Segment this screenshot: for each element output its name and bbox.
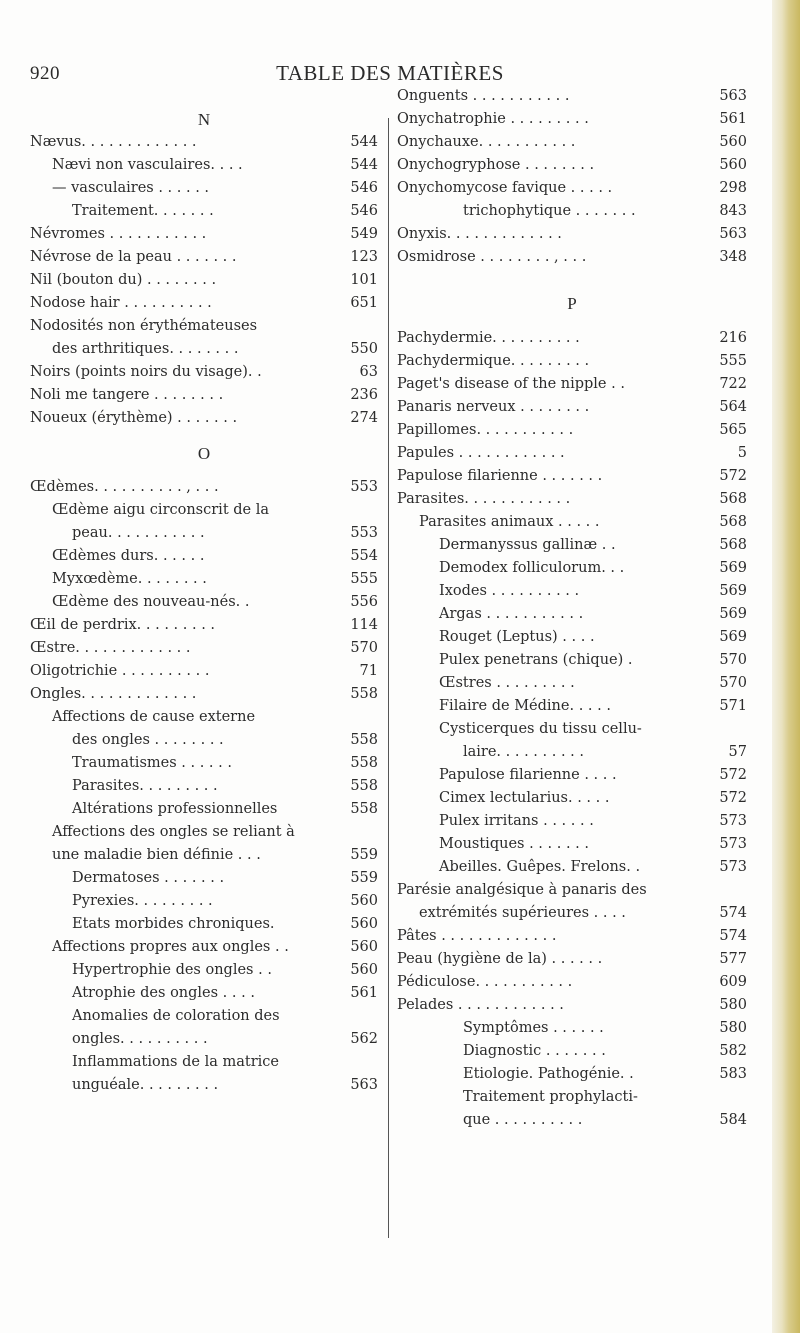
entry-label: Symptômes . . . . . . — [463, 1019, 604, 1036]
entry-label: extrémités supérieures . . . . — [419, 904, 626, 921]
entry-page-number: 563 — [350, 1077, 378, 1093]
entry-label: Œstre. . . . . . . . . . . . . — [30, 640, 191, 656]
entry-page-number: 570 — [719, 674, 747, 691]
entry-label: Affections propres aux ongles . . — [52, 939, 289, 955]
index-entry — [30, 223, 378, 246]
entry-page-number: 101 — [350, 272, 378, 288]
index-entry — [397, 557, 747, 580]
entry-page-number: 544 — [350, 157, 378, 173]
index-entry — [397, 327, 747, 350]
entry-label: Pédiculose. . . . . . . . . . . — [397, 973, 573, 990]
entry-page-number: 57 — [728, 743, 747, 760]
entry-page-number: 560 — [719, 134, 747, 150]
index-entry — [30, 499, 378, 522]
entry-page-number: 546 — [350, 203, 378, 219]
entry-page-number: 560 — [719, 157, 747, 173]
entry-label: Œdèmes durs. . . . . . — [52, 548, 205, 564]
entry-label: Œdème aigu circonscrit de la — [52, 502, 270, 518]
index-entry — [397, 925, 747, 948]
index-entry — [397, 810, 747, 833]
entry-page-number: 843 — [719, 203, 747, 219]
entry-page-number: 549 — [350, 226, 378, 242]
entry-label: Traitement prophylacti- — [463, 1088, 638, 1105]
index-entry — [397, 764, 747, 787]
entry-label: Myxœdème. . . . . . . . — [52, 571, 207, 587]
section-letter-heading: P — [567, 294, 577, 313]
index-entry — [30, 545, 378, 568]
entry-page-number: 236 — [350, 387, 378, 403]
entry-label: Nodosités non érythémateuses — [30, 318, 258, 334]
entry-page-number: 570 — [350, 640, 378, 656]
entry-label: Parasites animaux . . . . . — [419, 513, 600, 530]
entry-page-number: 556 — [350, 594, 378, 610]
entry-label: peau. . . . . . . . . . . — [72, 525, 205, 541]
entry-label: trichophytique . . . . . . . — [463, 203, 636, 219]
index-entry — [30, 131, 378, 154]
entry-page-number: 553 — [350, 525, 378, 541]
entry-label: Panaris nerveux . . . . . . . . — [397, 398, 590, 415]
entry-label: Altérations professionnelles — [72, 801, 278, 817]
index-entry — [397, 1017, 747, 1040]
entry-label: Onyxis. . . . . . . . . . . . . — [397, 226, 562, 242]
entry-page-number: 569 — [719, 559, 747, 576]
entry-page-number: 564 — [719, 398, 747, 415]
entry-label: Œstres . . . . . . . . . — [439, 674, 575, 691]
entry-label: Onychogryphose . . . . . . . . — [397, 157, 595, 173]
entry-label: Traumatismes . . . . . . — [72, 755, 232, 771]
entry-page-number: 555 — [719, 352, 747, 369]
index-entry — [30, 269, 378, 292]
index-entry — [397, 626, 747, 649]
index-entry — [30, 338, 378, 361]
entry-page-number: 114 — [350, 617, 378, 633]
index-entry — [397, 373, 747, 396]
entry-label: Abeilles. Guêpes. Frelons. . — [439, 858, 641, 875]
spacer — [397, 269, 747, 292]
index-entry — [397, 465, 747, 488]
entry-label: Onychomycose favique . . . . . — [397, 180, 613, 196]
index-entry — [397, 1040, 747, 1063]
entry-label: ongles. . . . . . . . . . — [72, 1031, 208, 1047]
index-entry — [397, 856, 747, 879]
entry-label: Dermanyssus gallinæ . . — [439, 536, 616, 553]
entry-page-number: 722 — [719, 375, 747, 392]
index-entry — [397, 603, 747, 626]
index-entry — [30, 936, 378, 959]
index-entry — [30, 959, 378, 982]
entry-page-number: 274 — [350, 410, 378, 426]
entry-page-number: 580 — [719, 996, 747, 1013]
entry-label: Œdèmes. . . . . . . . . . , . . . — [30, 479, 219, 495]
index-entry — [30, 637, 378, 660]
entry-page-number: 568 — [719, 513, 747, 530]
entry-label: Argas . . . . . . . . . . . — [439, 605, 584, 622]
index-entry — [30, 775, 378, 798]
entry-label: Oligotrichie . . . . . . . . . . — [30, 663, 210, 679]
entry-label: Noirs (points noirs du visage). . — [30, 364, 262, 380]
index-entry — [397, 695, 747, 718]
entry-label: Etats morbides chroniques. — [72, 916, 275, 932]
index-entry — [397, 419, 747, 442]
entry-label: Inflammations de la matrice — [72, 1054, 279, 1070]
entry-page-number: 573 — [719, 812, 747, 829]
section-letter-heading: N — [197, 110, 211, 129]
index-entry — [30, 315, 378, 338]
entry-label: Nævus. . . . . . . . . . . . . — [30, 134, 197, 150]
entry-label: Nil (bouton du) . . . . . . . . — [30, 272, 217, 288]
right-column — [397, 85, 747, 1132]
entry-label: Parésie analgésique à panaris des — [397, 881, 647, 898]
entry-page-number: 562 — [350, 1031, 378, 1047]
index-entry — [30, 798, 378, 821]
entry-label: Etiologie. Pathogénie. . — [463, 1065, 634, 1082]
entry-page-number: 574 — [719, 904, 747, 921]
entry-label: Traitement. . . . . . . — [72, 203, 214, 219]
entry-label: Moustiques . . . . . . . — [439, 835, 589, 852]
index-entry — [397, 741, 747, 764]
index-entry — [30, 1005, 378, 1028]
entry-page-number: 553 — [350, 479, 378, 495]
entry-label: Onychauxe. . . . . . . . . . . — [397, 134, 576, 150]
entry-page-number: 573 — [719, 858, 747, 875]
index-entry — [30, 154, 378, 177]
entry-label: Affections de cause externe — [52, 709, 256, 725]
entry-page-number: 123 — [350, 249, 378, 265]
index-entry — [397, 108, 747, 131]
index-entry — [30, 614, 378, 637]
entry-label: Papillomes. . . . . . . . . . . — [397, 421, 574, 438]
left-column — [30, 85, 378, 1097]
entry-page-number: 560 — [350, 962, 378, 978]
entry-page-number: 563 — [719, 226, 747, 242]
spacer — [30, 430, 378, 442]
index-entry — [30, 1051, 378, 1074]
entry-page-number: 560 — [350, 939, 378, 955]
index-entry — [397, 718, 747, 741]
entry-label: Peau (hygiène de la) . . . . . . — [397, 950, 603, 967]
index-entry — [397, 246, 747, 269]
entry-label: Ixodes . . . . . . . . . . — [439, 582, 580, 599]
index-entry — [397, 580, 747, 603]
page-number: 920 — [30, 63, 60, 84]
entry-page-number: 348 — [719, 249, 747, 265]
index-entry — [397, 787, 747, 810]
page-header — [0, 57, 760, 87]
entry-label: Pyrexies. . . . . . . . . — [72, 893, 213, 909]
entry-page-number: 563 — [719, 88, 747, 104]
entry-page-number: 561 — [719, 111, 747, 127]
index-entry — [397, 534, 747, 557]
entry-page-number: 559 — [350, 870, 378, 886]
index-entry — [397, 85, 747, 108]
index-entry — [397, 902, 747, 925]
entry-label: Parasites. . . . . . . . . . . . — [397, 490, 571, 507]
index-entry — [30, 1028, 378, 1051]
entry-page-number: 559 — [350, 847, 378, 863]
entry-page-number: 216 — [719, 329, 747, 346]
spacer — [30, 85, 378, 108]
index-entry — [397, 154, 747, 177]
spacer — [30, 465, 378, 477]
entry-page-number: 560 — [350, 916, 378, 932]
index-entry — [397, 1109, 747, 1132]
entry-label: des ongles . . . . . . . . — [72, 732, 224, 748]
index-entry — [30, 729, 378, 752]
entry-label: unguéale. . . . . . . . . — [72, 1077, 219, 1093]
entry-page-number: 569 — [719, 605, 747, 622]
entry-page-number: 580 — [719, 1019, 747, 1036]
entry-page-number: 577 — [719, 950, 747, 967]
index-entry — [397, 511, 747, 534]
index-entry — [397, 396, 747, 419]
entry-page-number: 71 — [359, 663, 378, 679]
entry-label: Onguents . . . . . . . . . . . — [397, 88, 570, 104]
page-edge — [772, 0, 800, 1333]
index-entry — [397, 488, 747, 511]
index-entry — [397, 223, 747, 246]
column-divider — [388, 118, 389, 1238]
entry-label: Anomalies de coloration des — [72, 1008, 280, 1024]
entry-page-number: 572 — [719, 789, 747, 806]
index-entry — [30, 890, 378, 913]
entry-label: Pulex penetrans (chique) . — [439, 651, 633, 668]
section-letter-heading: O — [197, 443, 211, 463]
index-entry — [30, 660, 378, 683]
index-entry — [30, 200, 378, 223]
entry-label: Œil de perdrix. . . . . . . . . — [30, 617, 216, 633]
entry-label: que . . . . . . . . . . — [463, 1111, 583, 1128]
index-entry — [30, 683, 378, 706]
index-entry — [30, 844, 378, 867]
entry-page-number: 569 — [719, 628, 747, 645]
index-entry — [30, 246, 378, 269]
index-entry — [30, 1074, 378, 1097]
entry-label: Filaire de Médine. . . . . — [439, 697, 611, 714]
entry-page-number: 558 — [350, 732, 378, 748]
index-entry — [30, 821, 378, 844]
entry-page-number: 574 — [719, 927, 747, 944]
entry-label: Noli me tangere . . . . . . . . — [30, 387, 224, 403]
entry-page-number: 573 — [719, 835, 747, 852]
entry-page-number: 561 — [350, 985, 378, 1001]
entry-label: Pulex irritans . . . . . . — [439, 812, 594, 829]
entry-label: laire. . . . . . . . . . — [463, 743, 585, 760]
entry-page-number: 570 — [719, 651, 747, 668]
index-entry — [397, 971, 747, 994]
entry-page-number: 554 — [350, 548, 378, 564]
entry-label: Noueux (érythème) . . . . . . . — [30, 410, 238, 426]
entry-label: Onychatrophie . . . . . . . . . — [397, 111, 589, 127]
entry-page-number: 565 — [719, 421, 747, 438]
index-entry — [397, 442, 747, 465]
entry-label: Paget's disease of the nipple . . — [397, 375, 625, 392]
entry-page-number: 568 — [719, 490, 747, 507]
entry-label: Papules . . . . . . . . . . . . — [397, 444, 565, 461]
entry-page-number: 5 — [737, 444, 747, 461]
entry-label: une maladie bien définie . . . — [52, 847, 261, 863]
entry-label: Affections des ongles se reliant à — [52, 824, 295, 840]
index-entry — [30, 177, 378, 200]
index-entry — [30, 292, 378, 315]
entry-page-number: 298 — [719, 180, 747, 196]
entry-label: Pelades . . . . . . . . . . . . — [397, 996, 564, 1013]
entry-page-number: 568 — [719, 536, 747, 553]
entry-page-number: 63 — [359, 364, 378, 380]
entry-page-number: 558 — [350, 755, 378, 771]
entry-label: Hypertrophie des ongles . . — [72, 962, 272, 978]
index-entry — [397, 879, 747, 902]
index-entry — [30, 752, 378, 775]
index-entry — [30, 591, 378, 614]
index-entry — [397, 200, 747, 223]
index-entry — [397, 994, 747, 1017]
index-entry — [30, 982, 378, 1005]
entry-page-number: 544 — [350, 134, 378, 150]
entry-label: Dermatoses . . . . . . . — [72, 870, 225, 886]
entry-label: — vasculaires . . . . . . — [52, 180, 210, 196]
entry-page-number: 572 — [719, 467, 747, 484]
entry-page-number: 572 — [719, 766, 747, 783]
entry-label: des arthritiques. . . . . . . . — [52, 341, 239, 357]
entry-page-number: 584 — [719, 1111, 747, 1128]
index-entry — [397, 649, 747, 672]
entry-page-number: 558 — [350, 801, 378, 817]
entry-label: Rouget (Leptus) . . . . — [439, 628, 595, 645]
index-entry — [30, 867, 378, 890]
index-entry — [30, 913, 378, 936]
index-entry — [397, 1086, 747, 1109]
index-entry — [30, 476, 378, 499]
entry-label: Nævi non vasculaires. . . . — [52, 157, 243, 173]
entry-label: Pachydermique. . . . . . . . . — [397, 352, 590, 369]
entry-label: Papulose filarienne . . . . . . . — [397, 467, 603, 484]
index-entry — [30, 568, 378, 591]
spacer — [397, 315, 747, 327]
entry-label: Cimex lectularius. . . . . — [439, 789, 610, 806]
entry-label: Papulose filarienne . . . . — [439, 766, 617, 783]
entry-label: Diagnostic . . . . . . . — [463, 1042, 606, 1059]
index-entry — [30, 706, 378, 729]
index-entry — [397, 131, 747, 154]
entry-label: Cysticerques du tissu cellu- — [439, 720, 642, 737]
entry-page-number: 558 — [350, 778, 378, 794]
entry-page-number: 583 — [719, 1065, 747, 1082]
entry-page-number: 546 — [350, 180, 378, 196]
index-entry — [397, 1063, 747, 1086]
entry-label: Œdème des nouveau-nés. . — [52, 594, 250, 610]
entry-label: Osmidrose . . . . . . . . , . . . — [397, 249, 587, 265]
index-entry — [397, 948, 747, 971]
index-entry — [30, 384, 378, 407]
entry-page-number: 651 — [350, 295, 378, 311]
entry-page-number: 555 — [350, 571, 378, 587]
entry-label: Nodose hair . . . . . . . . . . — [30, 295, 212, 311]
running-title: TABLE DES MATIÈRES — [276, 61, 504, 85]
entry-page-number: 558 — [350, 686, 378, 702]
entry-label: Pachydermie. . . . . . . . . . — [397, 329, 580, 346]
entry-page-number: 569 — [719, 582, 747, 599]
entry-label: Ongles. . . . . . . . . . . . . — [30, 686, 197, 702]
entry-page-number: 571 — [719, 697, 747, 714]
index-entry — [397, 672, 747, 695]
entry-page-number: 560 — [350, 893, 378, 909]
index-entry — [397, 177, 747, 200]
entry-label: Pâtes . . . . . . . . . . . . . — [397, 927, 557, 944]
entry-page-number: 550 — [350, 341, 378, 357]
entry-page-number: 582 — [719, 1042, 747, 1059]
index-entry — [30, 361, 378, 384]
index-entry — [30, 522, 378, 545]
index-entry — [397, 833, 747, 856]
index-entry — [397, 350, 747, 373]
index-entry — [30, 407, 378, 430]
entry-label: Névromes . . . . . . . . . . . — [30, 226, 207, 242]
entry-label: Névrose de la peau . . . . . . . — [30, 249, 237, 265]
entry-page-number: 609 — [719, 973, 747, 990]
entry-label: Parasites. . . . . . . . . — [72, 778, 218, 794]
entry-label: Demodex folliculorum. . . — [439, 559, 625, 576]
entry-label: Atrophie des ongles . . . . — [72, 985, 255, 1001]
